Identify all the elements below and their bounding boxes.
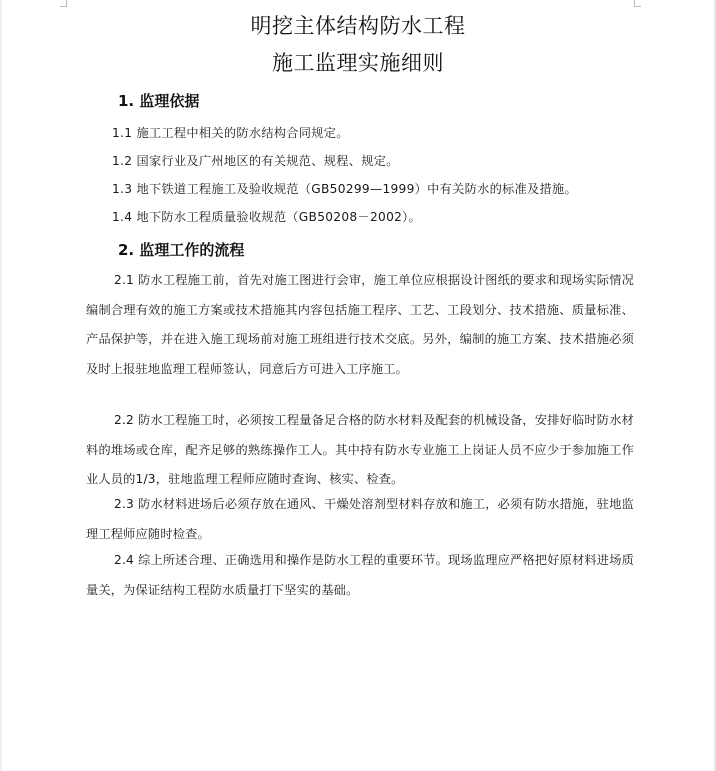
page-edge-left — [0, 0, 2, 771]
crop-mark-top-right — [634, 6, 641, 7]
document-title-line2: 施工监理实施细则 — [272, 51, 444, 75]
list-item: 1.4 地下防水工程质量验收规范（GB50208－2002）。 — [112, 210, 422, 224]
list-item: 1.1 施工工程中相关的防水结构合同规定。 — [112, 126, 349, 140]
section-heading-basis: 1. 监理依据 — [118, 92, 200, 110]
crop-mark-top-left — [60, 6, 67, 7]
section-heading-workflow: 2. 监理工作的流程 — [118, 241, 245, 259]
paragraph: 2.1 防水工程施工前，首先对施工图进行会审，施工单位应根据设计图纸的要求和现场实际情况编制合理有效的施工方案或技术措施其内容包括施工程序、工艺、工段划分、技术措施、质量标准、产品保护等，并在进入施工现场前对施工班组进行技术交底。另外，编制的施工方案、技术措施必须及时上报驻地监理工程师签认，同意后方可进入工序施工。 — [86, 273, 634, 376]
list-item: 1.3 地下铁道工程施工及验收规范（GB50299—1999）中有关防水的标准及措施。 — [112, 182, 577, 196]
list-item: 1.2 国家行业及广州地区的有关规范、规程、规定。 — [112, 154, 399, 168]
paragraph: 2.3 防水材料进场后必须存放在通风、干燥处溶剂型材料存放和施工，必须有防水措施，驻地监理工程师应随时检查。 — [86, 497, 634, 541]
paragraph: 2.2 防水工程施工时，必须按工程量备足合格的防水材料及配套的机械设备，安排好临时防水材料的堆场或仓库，配齐足够的熟练操作工人。其中持有防水专业施工上岗证人员不应少于参加施工作业人员的1/3，驻地监理工程师应随时查询、核实、检查。 — [86, 413, 634, 486]
document-title-line1: 明挖主体结构防水工程 — [250, 14, 466, 38]
paragraph: 2.4 综上所述合理、正确选用和操作是防水工程的重要环节。现场监理应严格把好原材料进场质量关，为保证结构工程防水质量打下坚实的基础。 — [86, 553, 634, 597]
